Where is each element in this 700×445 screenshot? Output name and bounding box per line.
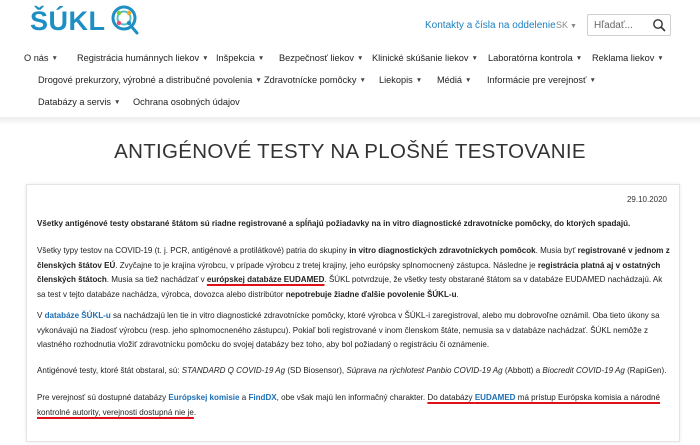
language-label: SK: [556, 20, 569, 30]
nav-item-klinicke[interactable]: [372, 53, 478, 63]
european-commission-link[interactable]: Európskej komisie: [168, 393, 240, 402]
nav-divider: [0, 117, 700, 125]
nav-item-inspekcia[interactable]: [216, 53, 264, 63]
chevron-down-icon: ▼: [114, 98, 121, 106]
text-segment: a: [239, 393, 249, 402]
article-paragraph-requirements: [37, 244, 673, 302]
chevron-down-icon: ▼: [51, 54, 58, 62]
text-segment: má prístup Európska komisia a národné kontrolné autority, verejnosti dostupná nie je: [37, 393, 660, 417]
search-input[interactable]: [594, 17, 650, 33]
finddx-link[interactable]: FindDX: [248, 393, 277, 402]
nav-item-label: Liekopis: [379, 75, 413, 85]
nav-item-informacie[interactable]: [487, 75, 596, 85]
eudamed-highlight: európskej databáze EUDAMED: [206, 275, 325, 284]
chevron-down-icon: ▼: [471, 54, 478, 62]
nav-item-label: Laboratórna kontrola: [488, 53, 573, 63]
nav-item-label: Registrácia humánnych liekov: [77, 53, 200, 63]
text-segment: Súprava na rýchlotest Panbio COVID-19 Ag: [346, 366, 503, 375]
nav-item-databazy[interactable]: [38, 97, 120, 107]
text-segment: (SD Biosensor),: [285, 366, 347, 375]
text-segment: . ŠÚKL potvrdzuje, že všetky testy obstarané štátom sa v databáze EUDAMED nachádzajú. Ak sa test v tejto databáze nachádza, výrobca, dovozca alebo distribútor: [37, 275, 663, 299]
text-segment: . Zvyčajne to je krajina výrobcu, v prípade výrobcu z tretej krajiny, jeho európsky splnomocnený zástupca. Následne je: [115, 260, 538, 270]
chevron-down-icon: ▼: [356, 54, 364, 62]
article-paragraph-public-databases: [37, 391, 673, 420]
nav-item-bezpecnost[interactable]: [279, 53, 363, 63]
text-segment: .: [456, 289, 459, 299]
nav-item-label: O nás: [24, 53, 49, 63]
nav-item-zdravotnicke-pomocky[interactable]: [264, 75, 366, 85]
eudamed-link[interactable]: EUDAMED: [474, 393, 516, 402]
text-segment: nepotrebuje žiadne ďalšie povolenie ŠÚKL-u: [285, 289, 457, 299]
article-date: 29.10.2020: [626, 195, 667, 204]
nav-item-o-nas[interactable]: [24, 53, 58, 63]
text-segment: registrované v jednom z členských štátov EÚ: [37, 246, 670, 270]
nav-item-label: Drogové prekurzory, výrobné a distribučné povolenia: [38, 75, 253, 85]
search-box: [587, 14, 671, 36]
text-segment: Biocredit COVID-19 Ag: [542, 366, 625, 375]
logo-text: ŠÚKL: [30, 5, 106, 36]
contacts-link[interactable]: Kontakty a čísla na oddelenie: [425, 20, 556, 31]
text-segment: sa nachádzajú len tie in vitro diagnostické zdravotnícke pomôcky, ktoré výrobca v ŠÚKL-i zaregistroval, alebo mu dobrovoľne oznámil. Oba tieto úkony sa vykonávajú na žiadosť výrobcu (resp. jeho splnomocneného zástupcu). Pokiaľ boli registrované v inom členskom štáte, nemusia sa v databáze nachádzať. ŠÚKL nemôže z vlastného rozhodnutia vložiť zdravotnícku pomôcku do svojej databázy bez toho, aby bol požiadaný o registráciu či oznámenie.: [37, 311, 660, 349]
nav-item-label: Informácie pre verejnosť: [487, 75, 587, 85]
article-card: [26, 184, 680, 442]
nav-item-laboratorna[interactable]: [488, 53, 582, 63]
chevron-down-icon: ▼: [465, 76, 472, 84]
chevron-down-icon: ▼: [202, 54, 209, 62]
text-segment: in vitro diagnostických zdravotníckych pomôcok: [349, 246, 536, 255]
sukl-logo[interactable]: [30, 4, 141, 38]
nav-item-label: Databázy a servis: [38, 97, 112, 107]
text-segment: (Abbott) a: [502, 366, 543, 375]
article-paragraph-tests: [37, 364, 673, 379]
nav-item-label: Médiá: [437, 75, 463, 85]
logo-mark-icon: [107, 4, 141, 38]
chevron-down-icon: ▼: [257, 54, 265, 62]
text-segment: Do databázy: [427, 393, 475, 402]
text-segment: registrácia platná aj v ostatných členských štátoch: [37, 260, 661, 284]
nav-item-media[interactable]: [437, 75, 471, 85]
nav-item-reklama[interactable]: [592, 53, 664, 63]
nav-item-label: Klinické skúšanie liekov: [372, 53, 469, 63]
chevron-down-icon: ▼: [657, 54, 664, 62]
text-segment: , obe však majú len informačný charakter.: [276, 393, 428, 402]
search-icon[interactable]: [652, 18, 666, 32]
nav-item-label: Bezpečnosť liekov: [279, 53, 354, 63]
main-navigation: [0, 47, 700, 115]
nav-item-drogove-prekurzory[interactable]: [38, 75, 262, 85]
chevron-down-icon: ▼: [575, 54, 583, 62]
text-segment: Pre verejnosť sú dostupné databázy: [37, 393, 169, 402]
text-segment: . Musia byť: [535, 246, 578, 255]
nav-item-registracia[interactable]: [77, 53, 209, 63]
chevron-down-icon: ▼: [589, 76, 596, 84]
text-segment: (RapiGen).: [624, 366, 667, 375]
article-paragraph-sukl-database: [37, 309, 673, 353]
intro-text: Všetky antigénové testy obstarané štátom sú riadne registrované a spĺňajú požiadavky na in vitro diagnostické zdravotnícke pomôcky, do ktorých spadajú.: [37, 219, 631, 228]
text-segment: .: [193, 407, 197, 417]
text-segment: . Musia sa tiež nachádzať v: [106, 275, 207, 284]
nav-item-label: Zdravotnícke pomôcky: [264, 75, 357, 85]
nav-item-label: Reklama liekov: [592, 53, 655, 63]
nav-item-liekopis[interactable]: [379, 75, 422, 85]
nav-item-ochrana-udajov[interactable]: [133, 97, 240, 107]
text-segment: STANDARD Q COVID-19 Ag: [181, 366, 286, 375]
language-selector[interactable]: [556, 20, 577, 30]
chevron-down-icon: ▼: [359, 76, 366, 84]
site-header: [0, 0, 700, 46]
text-segment: Všetky typy testov na COVID-19 (t. j. PCR, antigénové a protilátkové) patria do skupiny: [37, 246, 350, 255]
page-title: ANTIGÉNOVÉ TESTY NA PLOŠNÉ TESTOVANIE: [114, 140, 586, 163]
nav-item-label: Inšpekcia: [216, 53, 255, 63]
chevron-down-icon: ▼: [570, 23, 577, 30]
chevron-down-icon: ▼: [255, 76, 262, 84]
text-segment: Antigénové testy, ktoré štát obstaral, sú:: [37, 366, 182, 375]
article-intro: [37, 217, 673, 232]
nav-item-label: Ochrana osobných údajov: [133, 97, 240, 107]
chevron-down-icon: ▼: [415, 76, 423, 84]
sukl-database-link[interactable]: databáze ŠÚKL-u: [44, 311, 111, 320]
text-segment: V: [37, 311, 45, 320]
